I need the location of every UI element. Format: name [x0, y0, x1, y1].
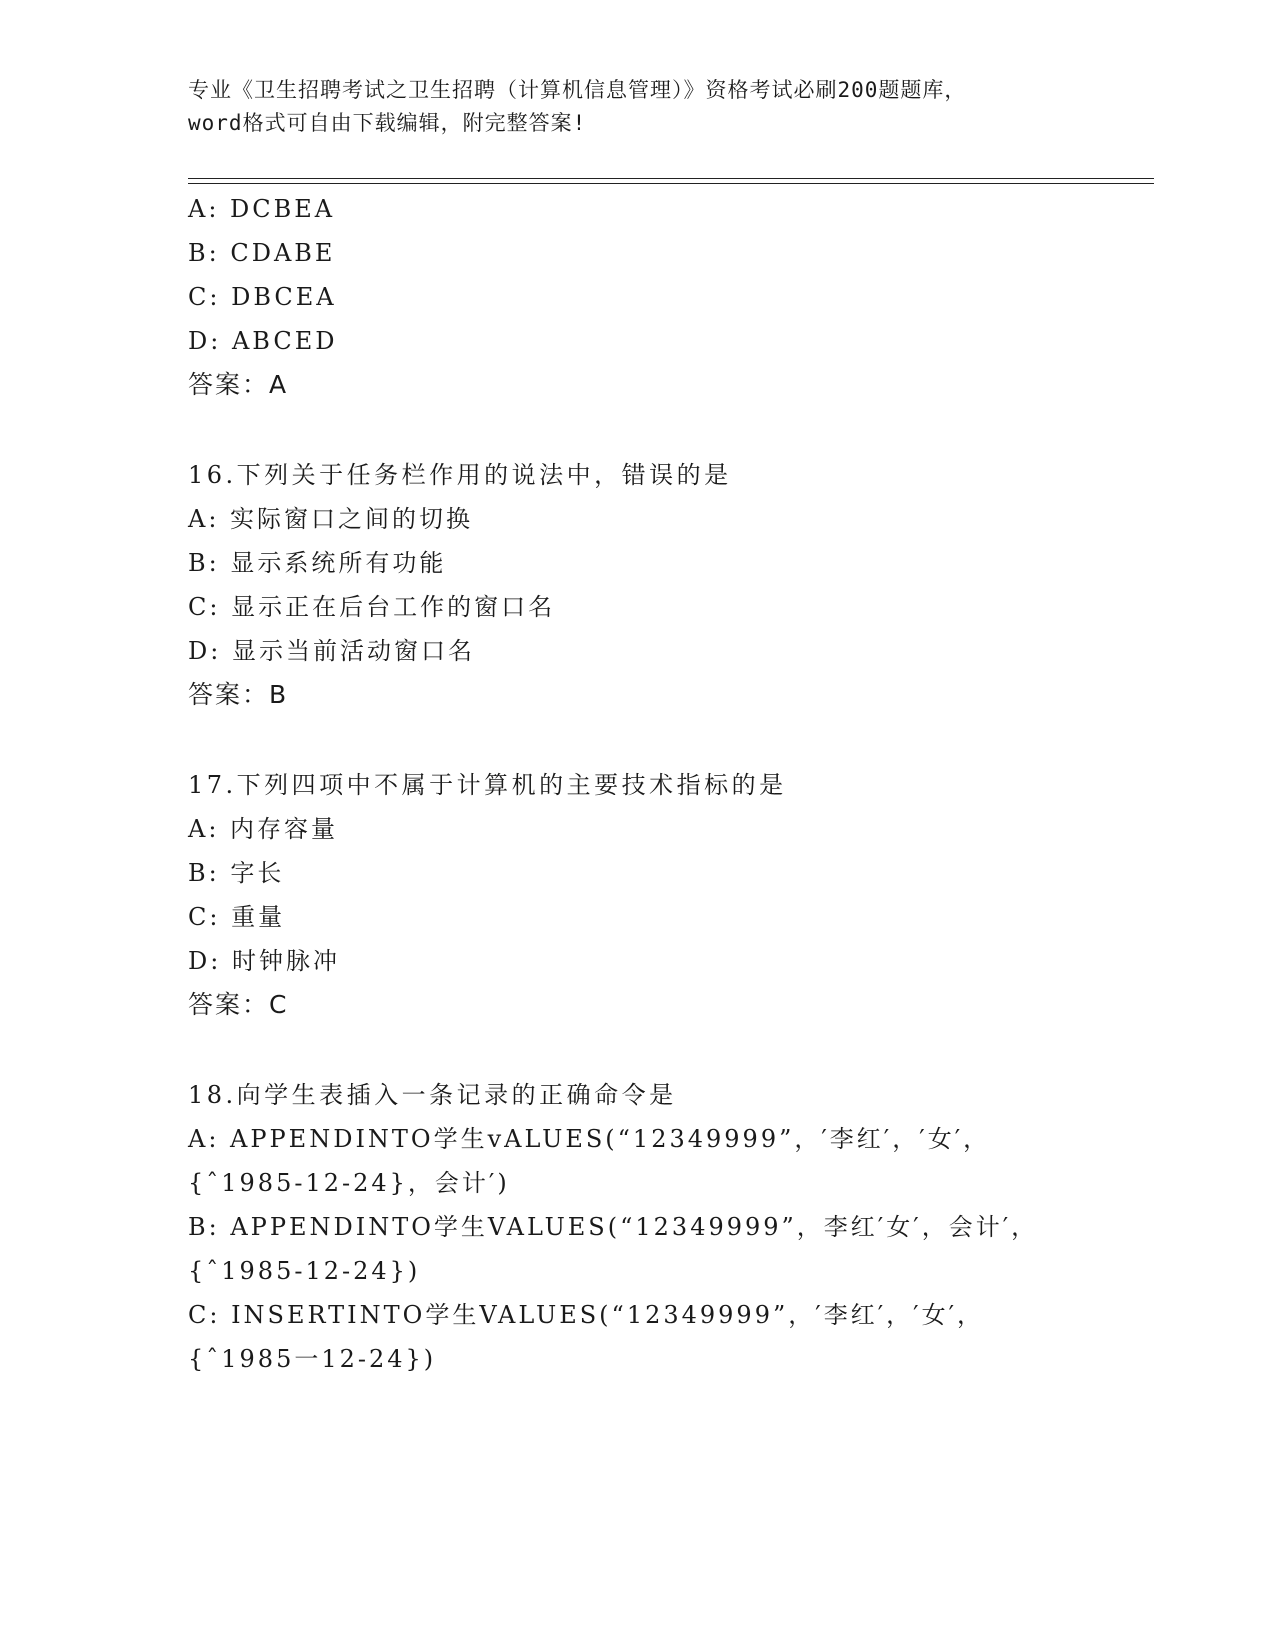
q18-option-a-line1: A: APPENDINTO学生vALUES(“12349999”，′李红′，′女′， — [188, 1125, 991, 1153]
q15-option-d: D: ABCED — [188, 327, 338, 355]
header-divider-top — [188, 178, 1154, 179]
q18-option-b-line2: {ˆ1985-12-24}) — [188, 1257, 421, 1285]
q18-option-a-line2: {ˆ1985-12-24}，会计′) — [188, 1169, 510, 1197]
q18-option-c-line1: C: INSERTINTO学生VALUES(“12349999”，′李红′，′女′， — [188, 1301, 985, 1329]
q17-option-a: A: 内存容量 — [188, 815, 339, 843]
q15-option-b: B: CDABE — [188, 239, 336, 267]
q17-answer: 答案：C — [188, 990, 289, 1019]
q16-option-b: B: 显示系统所有功能 — [188, 549, 447, 577]
q15-option-c: C: DBCEA — [188, 283, 337, 311]
q18-question: 18.向学生表插入一条记录的正确命令是 — [188, 1081, 677, 1109]
q17-option-b: B: 字长 — [188, 859, 285, 887]
document-header — [188, 74, 1088, 140]
q18-option-b-line1: B: APPENDINTO学生VALUES(“12349999”，李红′女′，会计′， — [188, 1213, 1039, 1241]
header-line-2: word格式可自由下载编辑，附完整答案! — [188, 111, 587, 135]
q15-answer: 答案：A — [188, 370, 289, 399]
q15-option-a: A: DCBEA — [188, 195, 336, 223]
q16-question: 16.下列关于任务栏作用的说法中，错误的是 — [188, 461, 732, 489]
q18-option-c-line2: {ˆ1985一12-24}) — [188, 1345, 437, 1373]
header-divider-bottom — [188, 183, 1154, 184]
q17-option-d: D: 时钟脉冲 — [188, 947, 340, 975]
q16-option-a: A: 实际窗口之间的切换 — [188, 505, 474, 533]
q17-question: 17.下列四项中不属于计算机的主要技术指标的是 — [188, 771, 787, 799]
q16-option-c: C: 显示正在后台工作的窗口名 — [188, 593, 556, 621]
q17-option-c: C: 重量 — [188, 903, 286, 931]
header-line-1: 专业《卫生招聘考试之卫生招聘（计算机信息管理）》资格考试必刷200题题库， — [188, 78, 967, 102]
q16-option-d: D: 显示当前活动窗口名 — [188, 637, 475, 665]
q16-answer: 答案：B — [188, 680, 289, 709]
